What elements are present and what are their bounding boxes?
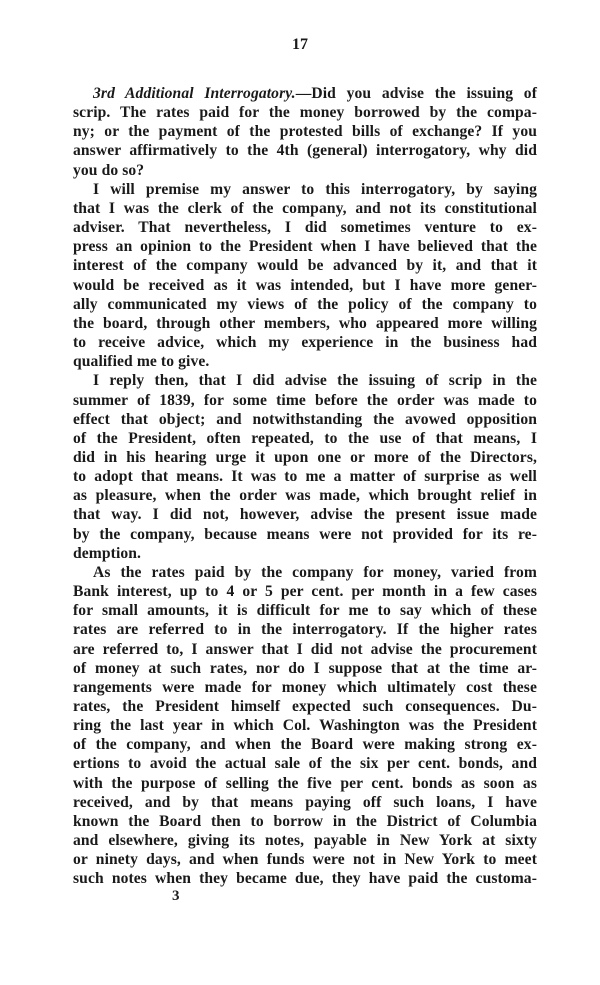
text-line [73, 352, 537, 371]
text-line [73, 525, 537, 544]
line-text: known the Board then to borrow in the District of Columbia [73, 812, 537, 830]
text-line [73, 429, 537, 448]
line-text: effect that object; and notwithstanding the avowed opposition [73, 410, 537, 428]
line-text: of the President, often repeated, to the use of that means, I [73, 429, 537, 447]
document-body [73, 84, 537, 889]
text-line [73, 869, 537, 888]
text-line [73, 620, 537, 639]
text-line [73, 774, 537, 793]
line-text: received, and by that means paying off such loans, I have [73, 793, 537, 811]
text-line [73, 831, 537, 850]
line-text: rates, the President himself expected such consequences. Du- [73, 698, 537, 715]
line-text: the board, through other members, who appeared more willing [73, 314, 537, 332]
line-text: are referred to, I answer that I did not advise the procurement [73, 640, 537, 658]
line-text: ring the last year in which Col. Washington was the President [73, 717, 537, 735]
line-text: As the rates paid by the company for money, varied from [93, 563, 537, 581]
line-text: to receive advice, which my experience in the business had [73, 334, 537, 352]
text-line [73, 735, 537, 754]
line-text: qualified me to give. [73, 353, 210, 371]
text-line [73, 391, 537, 410]
line-text: would be received as it was intended, but I have more gener- [73, 276, 537, 294]
line-text: rates are referred to in the interrogatory. If the higher rates [73, 621, 537, 639]
text-line [73, 84, 537, 103]
paragraph [73, 180, 537, 372]
line-text: such notes when they became due, they have paid the customa- [73, 870, 537, 888]
text-line [73, 199, 537, 218]
text-line [73, 180, 537, 199]
text-line [73, 812, 537, 831]
text-line [73, 256, 537, 275]
text-line [73, 410, 537, 429]
text-line [73, 601, 537, 620]
line-text: scrip. The rates paid for the money borrowed by the compa- [73, 104, 537, 122]
line-text: and elsewhere, giving its notes, payable in New York at sixty [73, 832, 537, 850]
line-text: —Did you advise the issuing of [295, 85, 537, 102]
text-line [73, 333, 537, 352]
line-text: adviser. That nevertheless, I did sometimes venture to ex- [73, 219, 537, 237]
page-number: 17 [292, 36, 308, 53]
text-line [73, 793, 537, 812]
line-text: to adopt that means. It was to me a matter of surprise as well [73, 468, 537, 486]
line-text: rangements were made for money which ultimately cost these [73, 678, 537, 696]
text-line [73, 678, 537, 697]
text-line [73, 486, 537, 505]
line-text: answer affirmatively to the 4th (general) interrogatory, why did [73, 142, 537, 160]
line-text: that I was the clerk of the company, and not its constitutional [73, 199, 537, 217]
text-line [73, 716, 537, 735]
text-line [73, 754, 537, 773]
line-text: interest of the company would be advanced by it, and that it [73, 257, 537, 275]
line-text: I will premise my answer to this interrogatory, by saying [93, 180, 537, 198]
line-text: did in his hearing urge it upon one or more of the Directors, [73, 448, 537, 466]
text-line [73, 697, 537, 716]
paragraph [73, 563, 537, 889]
text-line [73, 276, 537, 295]
line-text: you do so? [73, 161, 145, 179]
line-text: ally communicated my views of the policy of the company to [73, 295, 537, 313]
text-line [73, 103, 537, 122]
line-text: with the purpose of selling the five per cent. bonds as soon as [73, 774, 537, 792]
text-line [73, 141, 537, 160]
line-text: of money at such rates, nor do I suppose that at the time ar- [73, 659, 537, 677]
line-text: I reply then, that I did advise the issuing of scrip in the [93, 372, 537, 390]
line-text: demption. [73, 544, 142, 562]
text-line [73, 371, 537, 390]
text-line [73, 122, 537, 141]
line-text: that way. I did not, however, advise the present issue made [73, 506, 537, 524]
interrogatory-heading: 3rd Additional Interrogatory. [93, 85, 296, 102]
text-line [73, 659, 537, 678]
text-line [73, 314, 537, 333]
text-line [73, 505, 537, 524]
text-line [73, 295, 537, 314]
text-line [73, 161, 537, 180]
line-text: or ninety days, and when funds were not in New York to meet [73, 851, 537, 869]
text-line [73, 448, 537, 467]
line-text: summer of 1839, for some time before the order was made to [73, 391, 537, 409]
line-text: press an opinion to the President when I have believed that the [73, 238, 537, 256]
text-line [73, 563, 537, 582]
text-line [73, 544, 537, 563]
text-line [73, 640, 537, 659]
paragraph [73, 84, 537, 180]
line-text: for small amounts, it is difficult for me to say which of these [73, 602, 537, 620]
line-text: of the company, and when the Board were making strong ex- [73, 736, 537, 754]
line-text: ny; or the payment of the protested bills of exchange? If you [73, 123, 537, 141]
text-line [73, 467, 537, 486]
paragraph [73, 371, 537, 563]
line-text: Bank interest, up to 4 or 5 per cent. per month in a few cases [73, 583, 537, 601]
text-line [73, 237, 537, 256]
text-line [73, 218, 537, 237]
line-text: by the company, because means were not provided for its re- [73, 525, 537, 543]
line-text: ertions to avoid the actual sale of the six per cent. bonds, and [73, 755, 537, 773]
signature-mark: 3 [172, 888, 180, 904]
line-text: as pleasure, when the order was made, which brought relief in [73, 487, 537, 505]
text-line [73, 582, 537, 601]
text-line [73, 850, 537, 869]
